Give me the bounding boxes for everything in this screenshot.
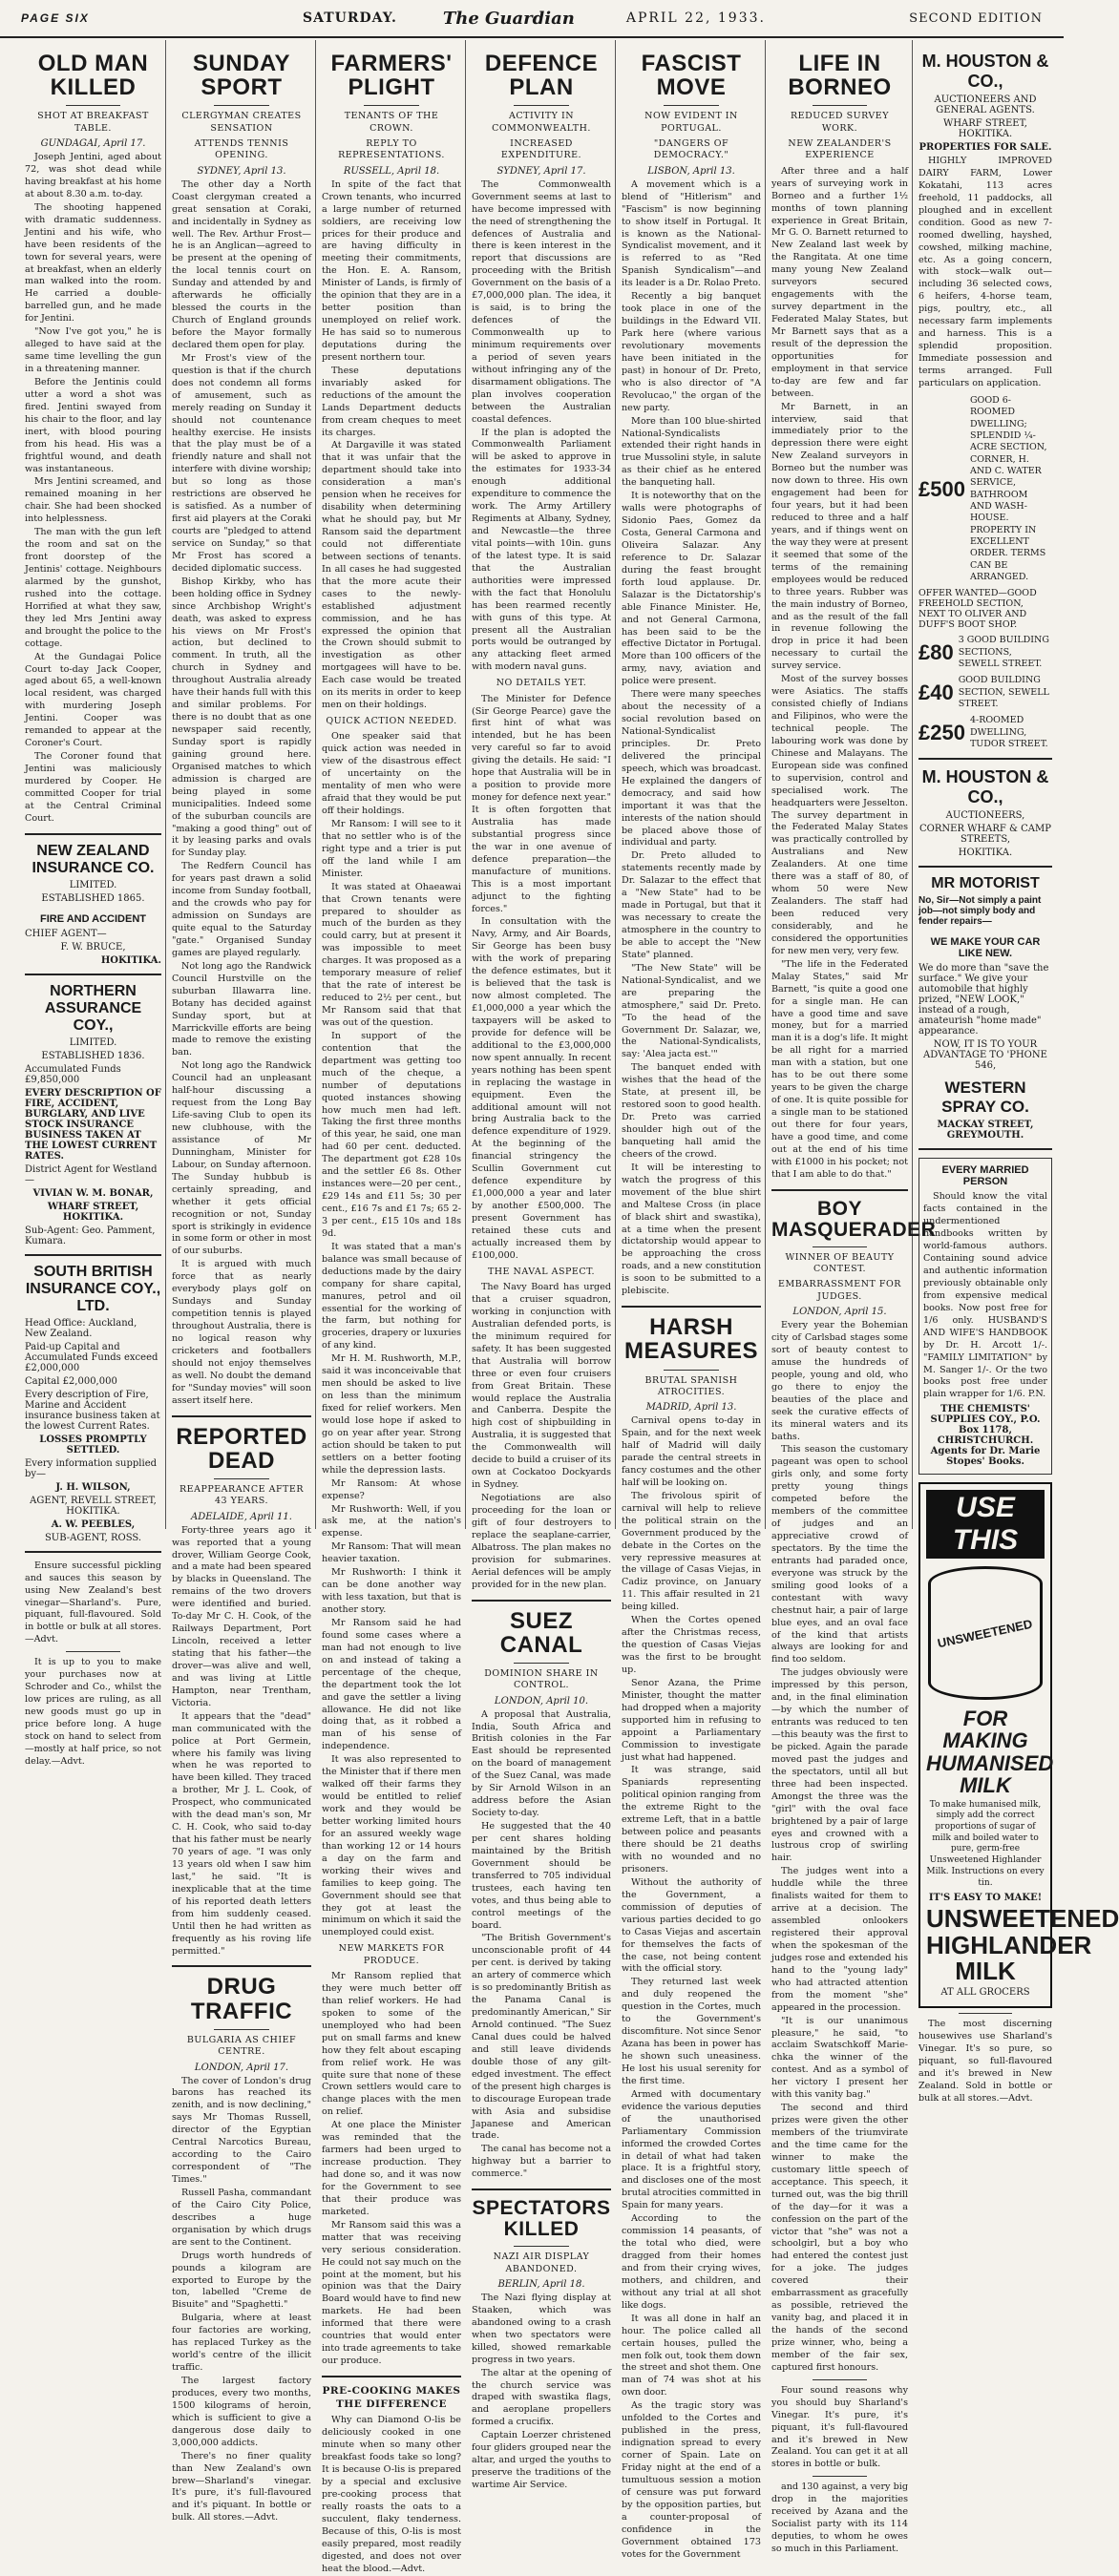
subhead: WINNER OF BEAUTY CONTEST. [785, 1251, 895, 1275]
paragraph: Captain Loerzer christened four gliders grouped near the altar, and urged the youths to preserve the traditions of the wartime Air Service. [472, 2430, 611, 2491]
subhead: EMBARRASSMENT FOR JUDGES. [778, 1279, 901, 1302]
price-text: 3 GOOD BUILDING SECTIONS, SEWELL STREET. [958, 635, 1049, 669]
ad-south-british-insurance: SOUTH BRITISH INSURANCE COY., LTD. [25, 1263, 161, 1314]
dateline: SYDNEY, April 17. [496, 165, 586, 177]
paragraph: Joseph Jentini, aged about 72, was shot dead while having breakfast at his home at about 8.30 a.m. to-day. [25, 152, 161, 199]
advt-vinegar [771, 2385, 908, 2472]
paragraph: The Redfern Council has for years past drawn a solid income from Sunday football, and the crowds who pay for admission on Sundays are quite equal to the Saturday "gate." Organised Sunday games are played regularly. [172, 861, 311, 958]
headline-spectators-killed: SPECTATORS KILLED [472, 2197, 611, 2241]
dateline: LONDON, April 10. [494, 1695, 589, 1707]
article-body [472, 1282, 611, 1591]
headline-farmers-plight: FARMERS' PLIGHT [330, 51, 453, 101]
ad-line: Capital £2,000,000 [25, 1375, 117, 1387]
paragraph: In support of the contention that the department was getting too much of the cheque, a number of deputations quoted instances showing how much men had left. Taking the first three months of this year, he said, one man had 60 per cent. deducted. The department got £28 10s and the settler £6 8s. Other instances were—20 per cent., £29 14s and £11 5s; 30 per cent., £16 7s and £1 7s; 65 2-3 per cent., £15 10s and 18s 9d. [322, 1030, 461, 1239]
paragraph: The Nazi flying display at Staaken, which was abandoned owing to a crash when two spectators were killed, showed remarkable progress in two years. [472, 2292, 611, 2365]
paragraph: There's no finer quality than New Zealand's own brew—Sharland's vinegar. It's pure, it's full-flavoured and it's piquant. In bottle or bulk. All stores.—Advt. [172, 2450, 311, 2524]
ad-houston-2: M. HOUSTON & CO., [921, 767, 1049, 807]
column-2 [168, 40, 316, 2524]
ad-northern-assurance: NORTHERN ASSURANCE COY., [44, 982, 142, 1034]
paragraph: In spite of the fact that Crown tenants, who incurred a large number of returned soldiers, are receiving low prices for their produce and are having difficulty in meeting their commitments, the Hon. E. A. Ransom, Minister of Lands, is firmly of the opinion that they are in a better position than unemployed on relief work. He has said so to numerous deputations during the present northern tour. [322, 178, 461, 363]
masthead-day: SATURDAY. [303, 10, 397, 26]
subhead: NAZI AIR DISPLAY ABANDONED. [493, 2251, 590, 2274]
paragraph: The banquet ended with wishes that the head of the State, at present ill, be restored soon to good health. Dr. Preto was carried shoulder high out of the banqueting hall amid the cheers of the crowd. [622, 1062, 761, 1160]
ad-line: F. W. BRUCE, [60, 941, 126, 953]
paragraph: It is noteworthy that on the walls were photographs of Sidonio Paes, Gomez da Costa, General Carmona and Oliveira Salazar. Any reference to Dr. Salazar during the feast brought forth loud applause. Dr. Salazar is the Dictatorship's able Finance Minister. He, and not General Carmona, has been said to be the effective Dictator in Portugal. More than 100 officers of the army, navy, aviation and police were present. [622, 491, 761, 687]
paragraph: "The life in the Federated Malay States," said Mr Barnett, "is quite a good one for a single man. He can have a good time and save money, but for a married man it is a dog's life. It might be all right for a married man with a station, but one has to be out there some years to be given the charge of one. It is quite possible for a single man to be stationed out there for four years, have a good time, and come out at the end of his time with £1000 in his pocket; not that I am able to do that." [771, 958, 908, 1180]
columns [21, 40, 1119, 2574]
ad-houston: M. HOUSTON & CO., [921, 52, 1049, 91]
paragraph: Mr Rushworth: Well, if you ask me, at the nation's expense. [322, 1503, 461, 1539]
dateline: BERLIN, April 18. [497, 2278, 585, 2290]
paragraph: and 130 against, a very big drop in the majorities received by Azana and the Socialist party with its 114 deputies, to whom he owes so much in this Parliament. [771, 2482, 908, 2555]
paragraph: Mr Ransom: That will mean heavier taxation. [322, 1541, 461, 1565]
ad-line: LOSSES PROMPTLY SETTLED. [39, 1434, 147, 1456]
masthead-date: APRIL 22, 1933. [625, 10, 766, 26]
article-body [472, 179, 611, 675]
paragraph: It will be interesting to watch the progress of this movement of the blue shirt and Maltese Cross (in place of black shirt and swastika), at a time when the present dictatorship would appear to be approaching the cross roads, and a new constitution is soon to be submitted to a plebiscite. [622, 1162, 761, 1297]
ad-western-spray: WESTERN SPRAY CO. [941, 1079, 1029, 1117]
paragraph: After three and a half years of surveying work in Borneo and a further 1½ months of town planning experience in Great Britain, Mr G. O. Barnett returned to New Zealand last week by the Rangitata. At one time many young New Zealand surveyors secured engagements with the survey department in the Federated Malay States, but Mr Barnett says that as a result of the depression the opportunities for employment in that service to-day are few and far between. [771, 165, 908, 399]
paragraph: If the plan is adopted the Commonwealth Parliament will be asked to approve in the estimates for 1933-34 enough additional expenditure to commence the work. The Army Artillery Regiments at Albany, Sydney, and Newcastle—the three vital points—with 10in. guns of the latest type. It is said that the Australian authorities were impressed with the fact that Honolulu has been rearmed recently with guns of this type. At present all the Australian ports would be outranged by any attacking fleet armed with modern naval guns. [472, 427, 611, 673]
ad-line: District Agent for Westland— [25, 1163, 158, 1185]
paragraph: The Minister for Defence (Sir George Pearce) gave the first hint of what was intended, but he has been very careful so far to avoid giving the details. He said: "I hope that Australia will be in a position to provide more money for defence next year." It is often forgotten that Australia has made substantial progress since the war in one avenue of defence preparation—the manufacture of munitions. This is a most important adjunct to the fighting forces." [472, 693, 611, 914]
price-text: GOOD 6-ROOMED DWELLING; SPLENDID ¼-ACRE SECTION, CORNER, H. AND C. WATER SERVICE, BATHROOM AND WASH-HOUSE. PROPERTY IN EXCELLENT ORDER. TERMS CAN BE ARRANGED. [969, 394, 1047, 582]
paragraph: Mr Barnett, in an interview, said that immediately prior to the depression there were eight New Zealand surveyors in Borneo but the number was now down to three. His own engagement had been for four years, but it had been reduced to three and a half years, and if things went on the way they were at present it seemed that some of the terms of the remaining employees would be reduced to three years. Rubber was the main industry of Borneo, and as the result of the fall in revenue following the drop in price it had been necessary to curtail the survey service. [771, 401, 908, 672]
paragraph: One speaker said that quick action was needed in view of the disastrous effect of uncertainty on the mentality of men who were afraid that they would be put off their holdings. [322, 731, 461, 817]
headline-sunday-sport: SUNDAY SPORT [192, 51, 291, 101]
paragraph: It is argued with much force that as nearly everybody plays golf on Sundays and Sunday competition tennis is played throughout Australia, there is no logical reason why cricketers and footballers should not enjoy themselves as well. No doubt the demand for "Sunday movies" will soon assert itself here. [172, 1259, 311, 1406]
paragraph: "The New State" will be National-Syndicalist, and we are preparing the atmosphere," said Dr. Preto. "To the head of the Government Dr. Salazar, we, the National-Syndicalists, say: 'Alea jacta est.'" [622, 962, 761, 1060]
page-number: PAGE SIX [21, 11, 90, 25]
article-body [172, 2076, 311, 2525]
column-7-ads [915, 40, 1119, 2104]
paragraph: Four sound reasons why you should buy Sharland's Vinegar. It's pure, it's piquant, it's full-flavoured and it's brewed in New Zealand. You can get it at all stores in bottle or bulk. [771, 2384, 908, 2470]
ad-line: A. W. PEEBLES, [51, 1518, 136, 1530]
ad-line: LIMITED. [69, 879, 117, 890]
subhead: NO DETAILS YET. [496, 678, 587, 689]
price-text: 4-ROOMED DWELLING, TUDOR STREET. [969, 715, 1048, 750]
ad-married-person [918, 1158, 1052, 1475]
paragraph: Without the authority of the Government, a commission of deputies of various parties decided to go to Casas Viejas and ascertain for themselves the facts of the case, not being content with the official story. [622, 1876, 761, 1975]
headline-drug-traffic: DRUG TRAFFIC [190, 1974, 293, 2024]
paragraph: "The British Government's unconscionable profit of 44 per cent. is derived by taking an artery of commerce which is so predominantly British as the Panama Canal is predominantly American," Sir Arnold continued. "The Suez Canal dues could be halved and still leave dividends double those of any gilt-edged investment. The effect of the present high charges is to discourage European trade with Asia and subsidise Japanese and American trade. [472, 1933, 611, 2142]
ad-line: HOKITIKA. [958, 848, 1013, 859]
headline-boy-masquerader: BOY MASQUERADER [771, 1197, 937, 1241]
paragraph: Mr Ransom said he had found some cases where a man had not enough to live on and instead of taking a percentage of the cheque, the department took the lot and gave the settler a living allowance. He did not like doing that, as it robbed a man of his sense of independence. [322, 1617, 461, 1752]
paragraph: Mr Ransom replied that they were much better off than relief workers. He had spoken to some of the unemployed who had been put on small farms and knew how they felt about escaping from relief work. He was quite sure that none of these Crown settlers would care to change places with the men on relief. [322, 1971, 461, 2118]
headline-defence-plan: DEFENCE PLAN [484, 51, 599, 101]
paragraph: Most of the survey bosses were Asiatics. The staffs consisted chiefly of Indians and Filipinos, who were the technical people. The labouring work was done by Chinese and Malayans. The European side was confined to supervision, control and specialised work. The headquarters were Jesselton. The survey department in the Federated Malay States was practically controlled by Australians and New Zealanders. At one time there was a staff of 80, of whom 50 were New Zealanders. The staff had been reduced very considerably, and he considered the opportunities for new men very, very few. [771, 674, 908, 956]
price-listing [918, 395, 1052, 584]
paragraph: Bulgaria, where at least four factories are working, has replaced Turkey as the world's centre of the illicit traffic. [172, 2313, 311, 2374]
paragraph: Every year the Bohemian city of Carlsbad stages some sort of beauty contest to amuse the hundreds of people, young and old, who go there to enjoy the beauties of the place and seek the curative effects of its mineral waters and its baths. [771, 1320, 908, 1442]
headline-old-man-killed: OLD MAN KILLED [37, 51, 149, 101]
subhead: REDUCED SURVEY WORK. [791, 111, 889, 134]
paragraph: These deputations invariably asked for reductions of the amount the Lands Department deducts from cream cheques to meet its charges. [322, 365, 461, 438]
paragraph: The frivolous spirit of carnival will help to relieve the political strain on the Government produced by the debate in the Cortes on the very repressive measures at the village of Casas Viejas, in Cadiz province, on January 11. This affair resulted in 21 being killed. [622, 1490, 761, 1613]
ad-line: SUB-AGENT, ROSS. [44, 1532, 142, 1543]
paragraph: Bishop Kirkby, who has been holding office in Sydney since Archbishop Wright's death, was asked to express his views on Mr Frost's action, but declined to comment. In truth, all the church in Sydney and throughout Australia already have their hands full with this and similar problems. For there is no doubt that as one newspaper said recently, Sunday sport is rapidly gaining ground here. Organised matches to which admission is charged are being played in some municipalities. Indeed some of the suburban councils are "making a good thing" out of it by leasing parks and ovals for Sunday play. [172, 576, 311, 859]
headline-harsh-measures: HARSH MEASURES [623, 1314, 759, 1365]
article-body [322, 179, 461, 712]
ad-line: AUCTIONEERS, [945, 810, 1025, 822]
headline-suez-canal: SUEZ CANAL [499, 1607, 583, 1658]
ad-line: Sub-Agent: Geo. Pamment, Kumara. [25, 1225, 156, 1246]
paragraph: HIGHLY IMPROVED DAIRY FARM, Lower Kokatahi, 113 acres freehold, 11 paddocks, all ploughed and in excellent condition. Good as new 7-roomed dwelling, hayshed, cowshed, milking machine, etc. As a going concern, with stock—walk out—including 36 selected cows, 6 heifers, 4-horse team, pigs, poultry, etc., all necessary farm implements and harness. This is a splendid proposition. Immediate possession and terms arranged. Full particulars on application. [918, 156, 1052, 388]
paragraph: Why can Diamond O-lis be deliciously cooked in one minute when so many other breakfast foods take so long? It is because O-lis is prepared by a special and exclusive pre-cooking process that really roasts the oats to a succulent, flaky tenderness. Because of this, O-lis is most easily prepared, most readily digested, and does not over heat the blood.—Advt. [322, 2415, 461, 2574]
paragraph: They returned last week and duly reopened the question in the Cortes, much to the Government's discomfiture. Not since Senor Azana has been in power has he shown such uneasiness. He lost his usual serenity for the first time. [622, 1977, 761, 2086]
headline-fascist-move: FASCIST MOVE [641, 51, 742, 101]
paragraph: Armed with documentary evidence the various deputies of the unauthorised Parliamentary Commission informed the crowded Cortes in detail of what had taken place. It is a frightful story, and discloses one of the most brutal atrocities committed in Spain for many years. [622, 2088, 761, 2211]
paragraph: Recently a big banquet took place in one of the buildings in the Edward VII. Park here (where various revolutionary movements have been initiated in the past) in honour of Dr. Preto, who is also director of "A Revolucao," the organ of the new party. [622, 291, 761, 413]
ad-line: IT'S EASY TO MAKE! [928, 1893, 1043, 1904]
article-body [322, 2415, 461, 2575]
dateline: RUSSELL, April 18. [343, 165, 440, 177]
subhead: BRUTAL SPANISH ATROCITIES. [644, 1374, 738, 1397]
ad-heading: EVERY MARRIED PERSON [941, 1164, 1029, 1188]
paragraph: As the tragic story was unfolded to the Cortes and published in the press, indignation spread to every corner of Spain. Late on Friday night at the end of a tumultuous session a motion of censure was put forward by the opposition parties, but a counter-proposal of confidence in the Government obtained 173 votes for the Government [622, 2400, 761, 2560]
paragraph: At Dargaville it was stated that it was unfair that the department should take into consideration a man's pension when he receives for disability when determining what he should pay, but Mr Ransom said the department could not differentiate between sections of tenants. In all cases he had suggested that the more acute their cases to the newly-established adjustment commission, and he has expressed the opinion that the Crown should submit to investigation as other mortgagees will have to be. Each case would be treated on its merits in order to keep men on their holdings. [322, 440, 461, 711]
dateline: SYDNEY, April 13. [197, 165, 286, 177]
ad-nz-insurance: NEW ZEALAND INSURANCE CO. [32, 842, 155, 876]
paragraph: The judges went into a huddle while the three finalists waited for them to arrive at a decision. The assembled onlookers registered their approval when the spokesman of the judges rose and extended his hand to the "young lady" who had attracted attention from the moment "she" appeared in the procession. [771, 1866, 908, 2013]
ad-line: MACKAY STREET, GREYMOUTH. [937, 1120, 1034, 1141]
article-body [172, 1525, 311, 1958]
ad-highlander-milk [918, 1482, 1119, 2008]
article-body [771, 1320, 908, 2375]
ad-line: Every information supplied by— [25, 1457, 158, 1479]
price: £80 [918, 639, 954, 664]
article-body [472, 694, 611, 1263]
ad-line: PROPERTIES FOR SALE. [918, 142, 1052, 153]
paragraph: The canal has become not a highway but a barrier to commerce." [472, 2144, 611, 2180]
dateline: LISBON, April 13. [647, 165, 735, 177]
ad-line: AGENT, REVELL STREET, HOKITIKA. [30, 1495, 157, 1517]
ad-line: HOKITIKA. [100, 954, 161, 966]
paragraph: Before the Jentinis could utter a word a shot was fired. Jentini swayed from his chair to the floor, and lay inert, with blood pouring from his head. His was a frightful wound, and death was instantaneous. [25, 376, 161, 474]
ad-line: WHARF STREET, HOKITIKA. [47, 1201, 139, 1223]
brand-name: UNSWEETENED HIGHLANDER MILK [926, 1904, 1119, 1985]
subhead: ACTIVITY IN COMMONWEALTH. [492, 111, 591, 134]
subhead: NOW EVIDENT IN PORTUGAL. [644, 111, 738, 134]
milk-tin-icon [928, 1566, 1043, 1700]
paragraph: The Commonwealth Government seems at last to have become impressed with the need of strengthening the defences of Australia and there is keen interest in the report that discussions are proceeding with the British Government on the basis of a £7,000,000 plan. The idea, it is said, is to bring the defences of the Commonwealth up to minimum requirements over a period of seven years without infringing any of the disarmament obligations. The plan involves cooperation between the Australian coastal defences. [472, 178, 611, 425]
paragraph: Carnival opens to-day in Spain, and for the next week half of Madrid will daily parade the central streets in fancy costumes and the other half will be looking on. [622, 1415, 761, 1488]
advt-schroder [25, 1657, 161, 1768]
paragraph: A movement which is a blend of "Hitlerism" and "Fascism" is now beginning to show itself in Portugal. It is known as the National-Syndicalist movement, and it is referred to as "Red Spanish Syndicalism"—and its leader is a Dr. Rolao Preto. [622, 178, 761, 289]
paragraph: The largest factory produces, every two months, 1500 kilograms of heroin, which is sufficient to give a dangerous dose daily to 3,000,000 addicts. [172, 2376, 311, 2448]
paragraph: Mr H. M. Rushworth, M.P., said it was inconceivable that men should be asked to live on less than the minimum fixed for relief workers. Men would lose hope if asked to go on year after year. Strong action should be taken to put settlers on a better footing while the depression lasts. [322, 1353, 461, 1476]
paragraph: Mr Rushworth: I think it can be done another way with less taxation, but that is another story. [322, 1567, 461, 1616]
ad-body [918, 156, 1052, 390]
paragraph: "It is our unanimous pleasure," he said, "to acclaim Swatschkoff Marie-chka the winner of the contest. And as a symbol of her victory I present her with this vanity bag." [771, 2015, 908, 2101]
column-3 [318, 40, 466, 2574]
paragraph: The Navy Board has urged that a cruiser squadron, working in conjunction with Australian defended ports, is the minimum required for safety. It has been suggested that Australia will borrow three or even four cruisers from Great Britain. These would replace the Australia and Canberra. Despite the high cost of shipbuilding in Australia, it is suggested that the Commonwealth will decide to build a cruiser of its own at Cockatoo Dockyards in Sydney. [472, 1282, 611, 1491]
advt-vinegar [918, 2019, 1052, 2105]
headline-life-in-borneo: LIFE IN BORNEO [788, 51, 892, 101]
paragraph: Dr. Preto alluded to statements recently made by Dr. Salazar to the effect that a "New State" had to be made in Portugal, but that it was necessary to create the atmosphere in the country to be able to accept the "New State" planned. [622, 850, 761, 960]
paragraph: There were many speeches about the necessity of a social revolution based on National-Syndicalist principles. Dr. Preto delivered the principal speech, which was broadcast. He explained the dangers of democracy, and said how important it was that the interests of the nation should be placed above those of individual and party. [622, 689, 761, 848]
ad-line: OFFER WANTED—GOOD FREEHOLD SECTION, NEXT TO OLIVER AND DUFF'S BOOT SHOP. [918, 588, 1037, 631]
paragraph: A proposal that Australia, India, South Africa and British colonies in the Far East should be represented on the board of management of the Suez Canal, was made by Sir Arnold Wilson in an address before the Asian Society to-day. [472, 1708, 611, 1819]
ad-mr-motorist: MR MOTORIST [931, 875, 1040, 892]
ad-line: WE MAKE YOUR CAR LIKE NEW. [930, 936, 1041, 960]
price-text: GOOD BUILDING SECTION, SEWELL STREET. [958, 675, 1049, 710]
dateline: LONDON, April 15. [792, 1307, 887, 1318]
subhead: REPLY TO REPRESENTATIONS. [338, 138, 445, 161]
advt-vinegar [25, 1560, 161, 1647]
ad-line: Accumulated Funds £9,850,000 [25, 1063, 121, 1085]
ad-line: Head Office: Auckland, New Zealand. [25, 1317, 137, 1339]
paragraph: It is up to you to make your purchases now at Schroder and Co., whilst the low prices are ruling, as all new goods must go up in price before long. A huge stock on hand to select from—mostly at half price, so not delay.—Advt. [25, 1657, 161, 1767]
paragraph: More than 100 blue-shirted National-Syndicalists extended their right hands in true Mussolini style, in salute as their chief as he entered the banqueting hall. [622, 415, 761, 489]
paragraph: Not long ago the Randwick Council Hurstville on the suburban Illawarra line. Botany has decided against Sunday sport, but at Marrickville efforts are being made to remove the existing ban. [172, 960, 311, 1058]
paragraph: It was also represented to the Minister that if there men walked off their farms they would be entitled to relief work and they would be better working limited hours for an assured weekly wage than working 12 or 14 hours a day on the farm and working their wives and families to keep going. The Government should see that they got at least the minimum on which it said the unemployed could exist. [322, 1754, 461, 1938]
subhead: BULGARIA AS CHIEF CENTRE. [186, 2034, 297, 2058]
article-body [622, 1415, 761, 2561]
article-body [771, 166, 908, 1182]
paragraph: It was stated at Ohaeawai that Crown tenants were prepared to shoulder as much of the burden as they could carry, but at present it was impossible to meet charges. It was proposed as a temporary measure of relief that the rate of interest be reduced to 2½ per cent., but Mr Ransom said that that was out of the question. [322, 881, 461, 1028]
subhead: INCREASED EXPENDITURE. [500, 138, 582, 161]
subhead: "DANGERS OF DEMOCRACY." [653, 138, 729, 161]
paragraph: It was stated that a man's balance was small because of deductions made by the dairy company for share capital, manures, petrol and oil essential for the working of the farm, but nothing for groceries, drapery or luxuries of any kind. [322, 1241, 461, 1351]
paragraph: It was strange, said Spaniards representing political opinion ranging from the extreme Right to the extreme Left, that in a battle between police and peasants there should be 21 deaths with no wounded and no prisoners. [622, 1765, 761, 1874]
subhead: NEW ZEALANDER'S EXPERIENCE [788, 138, 892, 161]
paragraph: The most discerning housewives use Sharland's Vinegar. It's so pure, so piquant, so full-flavoured and it's brewed in New Zealand. Sold in bottle or bulk at all stores.—Advt. [918, 2019, 1052, 2104]
paragraph: Drugs worth hundreds of pounds a kilogram are exported to Europe by the ton, labelled "Creme de Bisuite" and "Spaghetti." [172, 2250, 311, 2311]
ad-line: AUCTIONEERS AND GENERAL AGENTS. [934, 94, 1037, 115]
paragraph: Senor Azana, the Prime Minister, thought the matter had dropped when a majority supported him in refusing to appoint a Parliamentary Commission to investigate just what had happened. [622, 1677, 761, 1763]
column-5 [618, 40, 766, 2560]
paragraph: Mr Ransom said this was a matter that was receiving very serious consideration. He could not say much on the point at the moment, but his opinion was that the Dairy Board would have to find new markets. He had been informed that there were countries that would enter into trade agreements to take our produce. [322, 2219, 461, 2367]
paragraph: The man with the gun left the room and sat on the front doorstep of the Jentinis' cottage. Neighbours alarmed by the gunshot, rushed into the cottage. Horrified at what they saw, they led Mrs Jentini away and brought the police to the cottage. [25, 527, 161, 649]
headline-reported-dead: REPORTED DEAD [176, 1423, 307, 1474]
ad-line: NOW, IT IS TO YOUR ADVANTAGE TO 'PHONE 546, [923, 1039, 1047, 1072]
ad-line: EVERY DESCRIPTION OF FIRE, ACCIDENT, BURGLARY, AND LIVE STOCK INSURANCE BUSINESS TAKEN AT THE LOWEST CURRENT RATES. [25, 1087, 161, 1162]
paragraph: The altar at the opening of the church service was draped with swastika flags, and aeroplane propellers formed a crucifix. [472, 2367, 611, 2428]
subhead: ATTENDS TENNIS OPENING. [194, 138, 289, 161]
article-body [172, 179, 311, 1408]
ad-body: To make humanised milk, simply add the correct proportions of sugar of milk and boiled water to pure, germ-free Unsweetened Highlander Milk. Instructions on every tin. [926, 1799, 1045, 1888]
dateline: GUNDAGAI, April 17. [40, 138, 146, 150]
ad-line: J. H. WILSON, [55, 1481, 131, 1493]
article-continuation [771, 2482, 908, 2556]
paragraph: When the Cortes opened after the Christmas recess, the question of Casas Viejas was the first to be brought up. [622, 1615, 761, 1675]
ad-line: WHARF STREET, HOKITIKA. [943, 118, 1027, 139]
paragraph: This season the customary pageant was open to school girls only, and some forty pretty young things competed before the members of the committee of judges and an appreciative crowd of spectators. By the time the entrants had paraded once, everyone was struck by the smiling good looks of a contestant with wavy chestnut hair, a pair of large blue eyes, and an oval face of the kind that artists always are looking for and find too seldom. [771, 1444, 908, 1665]
paragraph: The second and third prizes were given the other members of the triumvirate and the time came for the winner to make the customary little speech of acceptance. This speech, it turned out, was the big thrill of the day—for it was a confession on the part of the victor that "she" was not a schoolgirl, but a boy who had entered the contest just for a joke. The judges covered their embarrassment as gracefully as possible, retrieved the vanity bag, and placed it in the hands of the second prize winner, who, being a member of the fair sex, captured first honours. [771, 2103, 908, 2373]
ad-line: VIVIAN W. M. BONAR, [32, 1187, 154, 1199]
dateline: MADRID, April 13. [645, 1402, 737, 1414]
subhead: DOMINION SHARE IN CONTROL. [484, 1667, 599, 1691]
dateline: LONDON, April 17. [194, 2062, 289, 2073]
paragraph: The other day a North Coast clergyman created a great sensation at Coraki, and incidentally in Sydney as well. The Rev. Arthur Frost—he is an Anglican—agreed to be present at the opening of the local tennis court on Sunday and attended by and afterwards he officially blessed the courts in the Church of England grounds before the Mayor formally declared them open for play. [172, 178, 311, 350]
paragraph: It appears that the "dead" man communicated with the police at Port Germein, where his family was living when he was reported to have been killed. They traced a brother, Mr J. L. Cook, of Prospect, who communicated with the dead man's son, Mr C. H. Cook, who said to-day that his father must be nearly 70 years of age. "I was only 13 years old when I saw him last," he said. "It is inexplicable that at the time of his reported death letters from him suddenly ceased. Until then he had written as frequently as his roving life permitted." [172, 1710, 311, 1957]
price-listing [918, 675, 1052, 710]
article-body [472, 2293, 611, 2492]
ad-line: ESTABLISHED 1836. [41, 1050, 145, 1061]
paragraph: Ensure successful pickling and sauces this season by using New Zealand's best vinegar—Sharland's. Pure, piquant, full-flavoured. Sold in bottle or bulk at all stores.—Advt. [25, 1560, 161, 1645]
column-4 [468, 40, 616, 2491]
subhead: CLERGYMAN CREATES SENSATION [181, 111, 302, 134]
ad-line: No, Sir—Not simply a paint job—not simply body and fender repairs— [918, 895, 1042, 928]
price: £250 [918, 720, 965, 744]
paragraph: It was all done in half an hour. The police called all certain houses, pulled the men folk out, took them down the street and shot them. One man of 74 was shot at his own door. [622, 2313, 761, 2398]
paragraph: Mr Ransom: I will see to it that no settler who is of the right type and a trier is put off the land while I am Minister. [322, 818, 461, 879]
price-listing [918, 715, 1052, 750]
subhead: NEW MARKETS FOR PRODUCE. [338, 1943, 445, 1966]
paragraph: According to the commission 14 peasants, of the total who died, were dragged from their homes and from their crying wives, mothers, and children, and without any trial at all shot like dogs. [622, 2213, 761, 2311]
ad-line: FIRE AND ACCIDENT [39, 912, 146, 925]
ad-line: Every description of Fire, Marine and Accident insurance business taken at the lowest Current Rates. [25, 1389, 160, 1432]
paragraph: Mrs Jentini screamed, and remained moaning in her chair. She had been shocked into helplessness. [25, 476, 161, 525]
article-body [472, 1709, 611, 2182]
article-body [322, 731, 461, 1939]
ad-line: LIMITED. [69, 1037, 117, 1048]
paragraph: Mr Ransom: At whose expense? [322, 1477, 461, 1501]
ad-line: We do more than "save the surface." We give your automobile that highly prized, "NEW LOOK," instead of a rough, amateurish "home made" appearance. [918, 963, 1049, 1037]
paragraph: Negotiations are also proceeding for the loan or gift of four destroyers to replace the seaplane-carrier, Albatross. The plan makes no provision for submarines. Aerial defences will be amply provided for in the new plan. [472, 1493, 611, 1590]
paragraph: Forty-three years ago it was reported that a young drover, William George Cook, and a mate had been speared by blacks in Queensland. The remains of the two drovers were identified and buried. To-day Mr C. H. Cook, of the Railways Department, Port Lincoln, received a letter stating that his father—the drover—was alive and well, and was living at Little Hampton, near Trentham, Victoria. [172, 1524, 311, 1708]
dateline: ADELAIDE, April 11. [191, 1511, 292, 1522]
subhead: QUICK ACTION NEEDED. [326, 716, 457, 727]
paragraph: The judges obviously were impressed by this person, and, in the final elimination—by which the number of entrants was reduced to ten—this beauty was the first to be picked. Again the parade moved past the judges and the spectators, until all but three had been inspected. Amongst the three was the "girl" with the oval face brightened by a pair of large eyes and crowned with a lustrous crop of swirling hair. [771, 1667, 908, 1864]
paragraph: The cover of London's drug barons has reached its zenith, and is now declining," says Mr Thomas Russell, director of the Egyptian Central Narcotics Bureau, according to the Cairo correspondent of "The Times." [172, 2075, 311, 2185]
ad-line: ESTABLISHED 1865. [41, 892, 145, 904]
paragraph: Mr Frost's view of the question is that if the church does not condemn all forms of amusement, such as merely reading on Sunday it should not countenance healthy exercise. He insists that the play must be of a friendly nature and shall not interfere with divine worship; but so long as those restrictions are observed he is satisfied. As a number of first aid players at the Coraki courts are "pledged to attend service on Sunday," so that Mr Frost has scored a decided diplomatic success. [172, 352, 311, 574]
article-body [622, 179, 761, 1298]
subhead: TENANTS OF THE CROWN. [344, 111, 439, 134]
newspaper-title: The Guardian [442, 8, 575, 29]
paragraph: Russell Pasha, commandant of the Cairo City Police, describes a huge organisation by which drugs are sent to the Continent. [172, 2187, 311, 2248]
ad-line: THE CHEMISTS' SUPPLIES COY., P.O. Box 1178, CHRISTCHURCH. Agents for Dr. Marie Stopes' Books. [930, 1404, 1041, 1468]
masthead [0, 0, 1064, 38]
subhead: SHOT AT BREAKFAST TABLE. [37, 111, 149, 134]
ad-heading: USE THIS [926, 1490, 1045, 1559]
ad-line: Paid-up Capital and Accumulated Funds exceed £2,000,000 [25, 1341, 158, 1373]
paragraph: The Coroner found that Jentini was maliciously murdered by Cooper. He committed Cooper for trial at the Central Criminal Court. [25, 751, 161, 824]
price: £40 [918, 680, 954, 704]
ad-line: CHIEF AGENT— [25, 928, 107, 939]
paragraph: Should know the vital facts contained in the undermentioned handbooks written by world-famous authors. Containing sound advice and authentic information previously obtainable only from expensive medical books. Now post free for 1/6 only. HUSBAND'S AND WIFE'S HANDBOOK by Dr. H. Arcott 1/-. "FAMILY LIMITATION" by M. Sanger 1/-. Or the two books post free under plain wrapper for 1/6. P.N. [923, 1191, 1047, 1400]
headline-pre-cooking: PRE-COOKING MAKES THE DIFFERENCE [322, 2385, 461, 2410]
price-listing [918, 635, 1052, 670]
ad-line: CORNER WHARF & CAMP STREETS, [919, 824, 1051, 846]
paragraph: At one place the Minister was reminded that the farmers had been urged to increase production. They had done so, and it was now for the Government to see that their produce was marketed. [322, 2120, 461, 2217]
edition-label: SECOND EDITION [909, 10, 1043, 26]
paragraph: At the Gundagai Police Court to-day Jack Cooper, aged about 65, a well-known local resident, was charged with murdering Joseph Jentini. Cooper was remanded to appear at the Coroner's Court. [25, 651, 161, 749]
subhead: REAPPEARANCE AFTER 43 YEARS. [179, 1483, 304, 1507]
article-body [25, 152, 161, 826]
paragraph: In consultation with the Navy, Army, and Air Boards, Sir George has been busy with the work of preparing the defence estimates, but it is believed that the task is now almost completed. The £1,000,000 a year which the taxpayers will be asked to provide for defence will be additional to the £3,000,000 now spent annually. In recent years nothing has been spent in replacing the wastage in equipment. Even the additional amount will not bring Australia back to the defence expenditure of 1929. At the beginning of the financial stringency the Scullin Government cut defence expenditure by £1,000,000 a year and later by another £500,000. The present Government has retained these cuts and actually increased them by £100,000. [472, 916, 611, 1261]
paragraph: Not long ago the Randwick Council had an unpleasant half-hour discussing a request from the Long Bay Life-saving Club to open its new clubhouse, with the assistance of Mr Dunningham, Minister for Labour, on Sunday afternoon. The Sunday hubbub is certainly spreading, and whether it gets official recognition or not, Sunday sport is strikingly in evidence in some form or other in most of our suburbs. [172, 1060, 311, 1257]
article-body [322, 1971, 461, 2368]
paragraph: The shooting happened with dramatic suddenness. Jentini and his wife, who have been residents of the town for several years, were at breakfast, when an elderly man walked into the room. He carried a double-barrelled gun, and he made for Jentini. [25, 201, 161, 325]
subhead: THE NAVAL ASPECT. [487, 1266, 596, 1277]
ad-heading: FOR MAKING HUMANISED MILK [926, 1707, 1054, 1797]
tin-label: UNSWEETENED [936, 1616, 1035, 1651]
paragraph: He suggested that the 40 per cent shares holding maintained by the British Government should be transferred to 705 individual trustees, each having ten votes, and thus being able to control meetings of the board. [472, 1821, 611, 1931]
ad-line: AT ALL GROCERS [940, 1987, 1030, 1999]
column-1 [21, 40, 166, 1767]
price: £500 [918, 476, 965, 501]
paragraph: "Now I've got you," he is alleged to have said at the same time levelling the gun in a threatening manner. [25, 326, 161, 374]
